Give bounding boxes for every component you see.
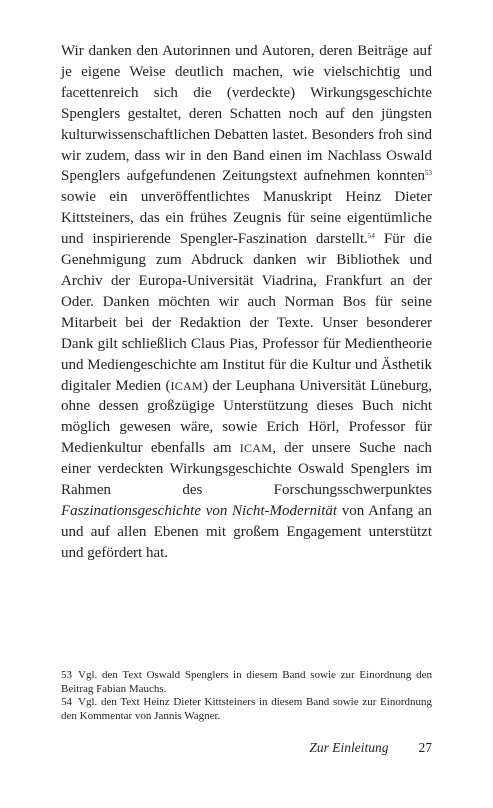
body-text-run: sowie ein unveröffentlichtes Manuskript Heinz Dieter Kittsteiners, das ein frühes Zeugnis für seine eigentümliche und inspirierende Spengler-Faszination darstellt. [61, 189, 432, 248]
acronym-icam: ICAM [239, 441, 273, 456]
body-text-run: Wir danken den Autorinnen und Autoren, deren Beiträge auf je eigene Weise deutlich machen, wie vielschichtig und facettenreich sich die (verdeckte) Wirkungsgeschichte Spenglers gestaltet, deren Schatten noch auf den jüngsten kulturwissenschaftlichen Debatten lastet. Besonders froh sind wir zudem, dass wir in den Band einen im Nachlass Oswald Spenglers aufgefundenen Zeitungstext aufnehmen konnten [61, 43, 432, 185]
body-text-run: Für die Genehmigung zum Abdruck danken wir Bibliothek und Archiv der Europa-Universität Viadrina, Frankfurt an der Oder. Danken möchten wir auch Norman Bos für seine Mitarbeit bei der Redaktion der Texte. Unser besonderer Dank gilt schließlich Claus Pias, Professor für Medientheorie und Mediengeschichte am Institut für die Kultur und Ästhetik digitaler Medien ( [61, 231, 432, 394]
footnote-text: Vgl. den Text Oswald Spenglers in diesem Band sowie zur Einordnung den Beitrag Fabian Mauchs. [61, 669, 432, 695]
body-text-run: , der unsere Suche nach einer verdeckten Wirkungsgeschichte Oswald Spenglers im Rahmen des Forschungsschwerpunktes [61, 440, 432, 499]
footnote-number: 54 [61, 696, 72, 708]
footnote-reference-53[interactable]: 53 [425, 169, 432, 178]
footnote-number: 53 [61, 669, 72, 681]
acronym-icam: ICAM [170, 378, 203, 393]
running-footer [61, 740, 432, 756]
page-number: 27 [418, 740, 432, 755]
body-text-run: von Anfang an und auf allen Ebenen mit großem Engagement unterstützt und gefördert hat. [61, 502, 432, 561]
footnote-text: Vgl. den Text Heinz Dieter Kittsteiners in diesem Band sowie zur Einordnung den Kommentar von Jannis Wagner. [61, 696, 432, 722]
running-title: Zur Einleitung [309, 740, 389, 755]
footnote-54 [61, 696, 432, 723]
footnote-53 [61, 669, 432, 696]
research-focus-title: Faszinationsgeschichte von Nicht-Modernität [61, 502, 338, 519]
footnotes [61, 669, 432, 723]
body-text-run: ) der Leuphana Universität Lüneburg, ohne dessen großzügige Unterstützung dieses Buch nicht möglich gewesen wäre, sowie Erich Hörl, Professor für Medienkultur ebenfalls am [61, 377, 432, 457]
body-paragraph [61, 41, 432, 564]
footnote-reference-54[interactable]: 54 [367, 232, 375, 241]
